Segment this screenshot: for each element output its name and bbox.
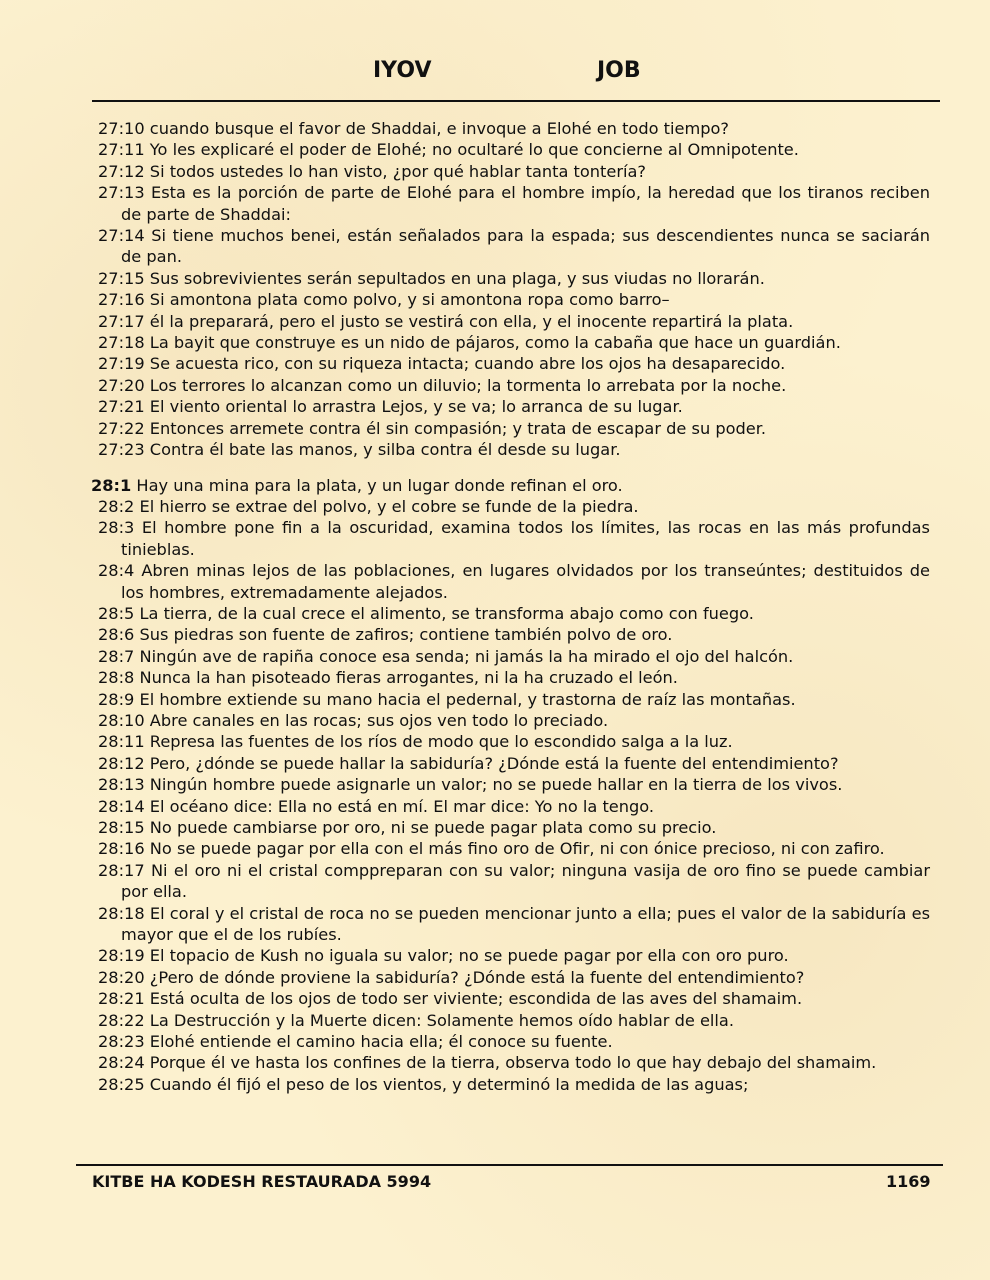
verse: 28:5 La tierra, de la cual crece el alimento, se transforma abajo como con fuego.: [98, 603, 754, 623]
verse: 28:19 El topacio de Kush no iguala su valor; no se puede pagar por ella con oro puro.: [98, 946, 789, 966]
footer-book-title: KITBE HA KODESH RESTAURADA 5994: [92, 1172, 432, 1191]
header-hebrew-title: IYOV: [373, 58, 432, 83]
verses-chapter-28: [91, 475, 930, 1096]
header-book-title: JOB: [597, 58, 641, 83]
verse: 27:18 La bayit que construye es un nido de pájaros, como la cabaña que hace un guardián.: [98, 333, 841, 353]
verse: 28:17 Ni el oro ni el cristal comppreparan con su valor; ninguna vasija de oro fino se puede cambiar por ella.: [98, 860, 930, 902]
verse: 27:21 El viento oriental lo arrastra Lejos, y se va; lo arranca de su lugar.: [98, 397, 683, 417]
verse: 27:23 Contra él bate las manos, y silba contra él desde su lugar.: [98, 440, 621, 460]
page-header: [0, 58, 990, 88]
verse: 28:15 No puede cambiarse por oro, ni se puede pagar plata como su precio.: [98, 818, 717, 837]
verse: 27:13 Esta es la porción de parte de Elohé para el hombre impío, la heredad que los tiranos reciben de parte de Shaddai:: [98, 183, 930, 224]
verse: 28:8 Nunca la han pisoteado fieras arrogantes, ni la ha cruzado el león.: [98, 668, 678, 688]
verse: 27:17 él la preparará, pero el justo se vestirá con ella, y el inocente repartirá la plata.: [98, 311, 794, 331]
page-number: 1169: [886, 1172, 931, 1191]
verse: 27:20 Los terrores lo alcanzan como un diluvio; la tormenta lo arrebata por la noche.: [98, 375, 787, 395]
verse: 28:16 No se puede pagar por ella con el más fino oro de Ofir, ni con ónice precioso, ni con zafiro.: [98, 839, 885, 859]
verse: 28:24 Porque él ve hasta los confines de la tierra, observa todo lo que hay debajo del shamaim.: [98, 1053, 877, 1073]
verse: 28:21 Está oculta de los ojos de todo ser viviente; escondida de las aves del shamaim.: [98, 989, 803, 1009]
verse: 28:23 Elohé entiende el camino hacia ella; él conoce su fuente.: [98, 1032, 613, 1052]
footer-divider: [76, 1164, 943, 1166]
verse: 28:10 Abre canales en las rocas; sus ojos ven todo lo preciado.: [98, 710, 609, 730]
chapter-28-first-text: Hay una mina para la plata, y un lugar donde refinan el oro.: [131, 475, 623, 495]
verse: 27:12 Si todos ustedes lo han visto, ¿por qué hablar tanta tontería?: [98, 161, 647, 181]
verse: 28:22 La Destrucción y la Muerte dicen: Solamente hemos oído hablar de ella.: [98, 1010, 734, 1030]
header-divider: [92, 100, 940, 102]
verse: 27:11 Yo les explicaré el poder de Elohé; no ocultaré lo que concierne al Omnipotente.: [98, 140, 799, 160]
verse: 28:11 Represa las fuentes de los ríos de modo que lo escondido salga a la luz.: [98, 732, 733, 752]
verses-chapter-27: [98, 118, 930, 461]
verse: 28:6 Sus piedras son fuente de zafiros; contiene también polvo de oro.: [98, 625, 673, 645]
verse: 28:4 Abren minas lejos de las poblaciones, en lugares olvidados por los transeúntes; destituidos de los hombres, extremadamente alejados.: [98, 561, 930, 602]
verse: 27:19 Se acuesta rico, con su riqueza intacta; cuando abre los ojos ha desaparecido.: [98, 354, 786, 374]
verse: 27:16 Si amontona plata como polvo, y si amontona ropa como barro–: [98, 290, 670, 310]
verse: 27:10 cuando busque el favor de Shaddai, e invoque a Elohé en todo tiempo?: [98, 119, 729, 138]
verse: 27:14 Si tiene muchos benei, están señalados para la espada; sus descendientes nunca se saciarán de pan.: [98, 226, 930, 267]
verse: 28:20 ¿Pero de dónde proviene la sabiduría? ¿Dónde está la fuente del entendimiento?: [98, 967, 805, 987]
verse: 27:15 Sus sobrevivientes serán sepultados en una plaga, y sus viudas no llorarán.: [98, 268, 765, 288]
verse: 28:14 El océano dice: Ella no está en mí. El mar dice: Yo no la tengo.: [98, 796, 655, 816]
chapter-28-label: 28:1: [91, 475, 132, 495]
verse: 28:2 El hierro se extrae del polvo, y el cobre se funde de la piedra.: [98, 496, 639, 516]
verse: 28:18 El coral y el cristal de roca no se pueden mencionar junto a ella; pues el valor de la sabiduría es mayor que el de los rubíes.: [98, 903, 930, 945]
verse: 28:25 Cuando él fijó el peso de los vientos, y determinó la medida de las aguas;: [98, 1074, 749, 1094]
verse: 28:7 Ningún ave de rapiña conoce esa senda; ni jamás la ha mirado el ojo del halcón.: [98, 646, 794, 666]
chapter-28-first-verse: [91, 475, 930, 496]
scripture-body: [91, 118, 930, 1095]
chapter-gap: [98, 461, 930, 475]
verse: 28:13 Ningún hombre puede asignarle un valor; no se puede hallar en la tierra de los vivos.: [98, 775, 843, 795]
verse: 28:3 El hombre pone fin a la oscuridad, examina todos los límites, las rocas en las más profundas tinieblas.: [98, 518, 930, 559]
verse: 27:22 Entonces arremete contra él sin compasión; y trata de escapar de su poder.: [98, 418, 767, 438]
verse: 28:9 El hombre extiende su mano hacia el pedernal, y trastorna de raíz las montañas.: [98, 689, 796, 709]
verse: 28:12 Pero, ¿dónde se puede hallar la sabiduría? ¿Dónde está la fuente del entendimiento?: [98, 753, 839, 773]
